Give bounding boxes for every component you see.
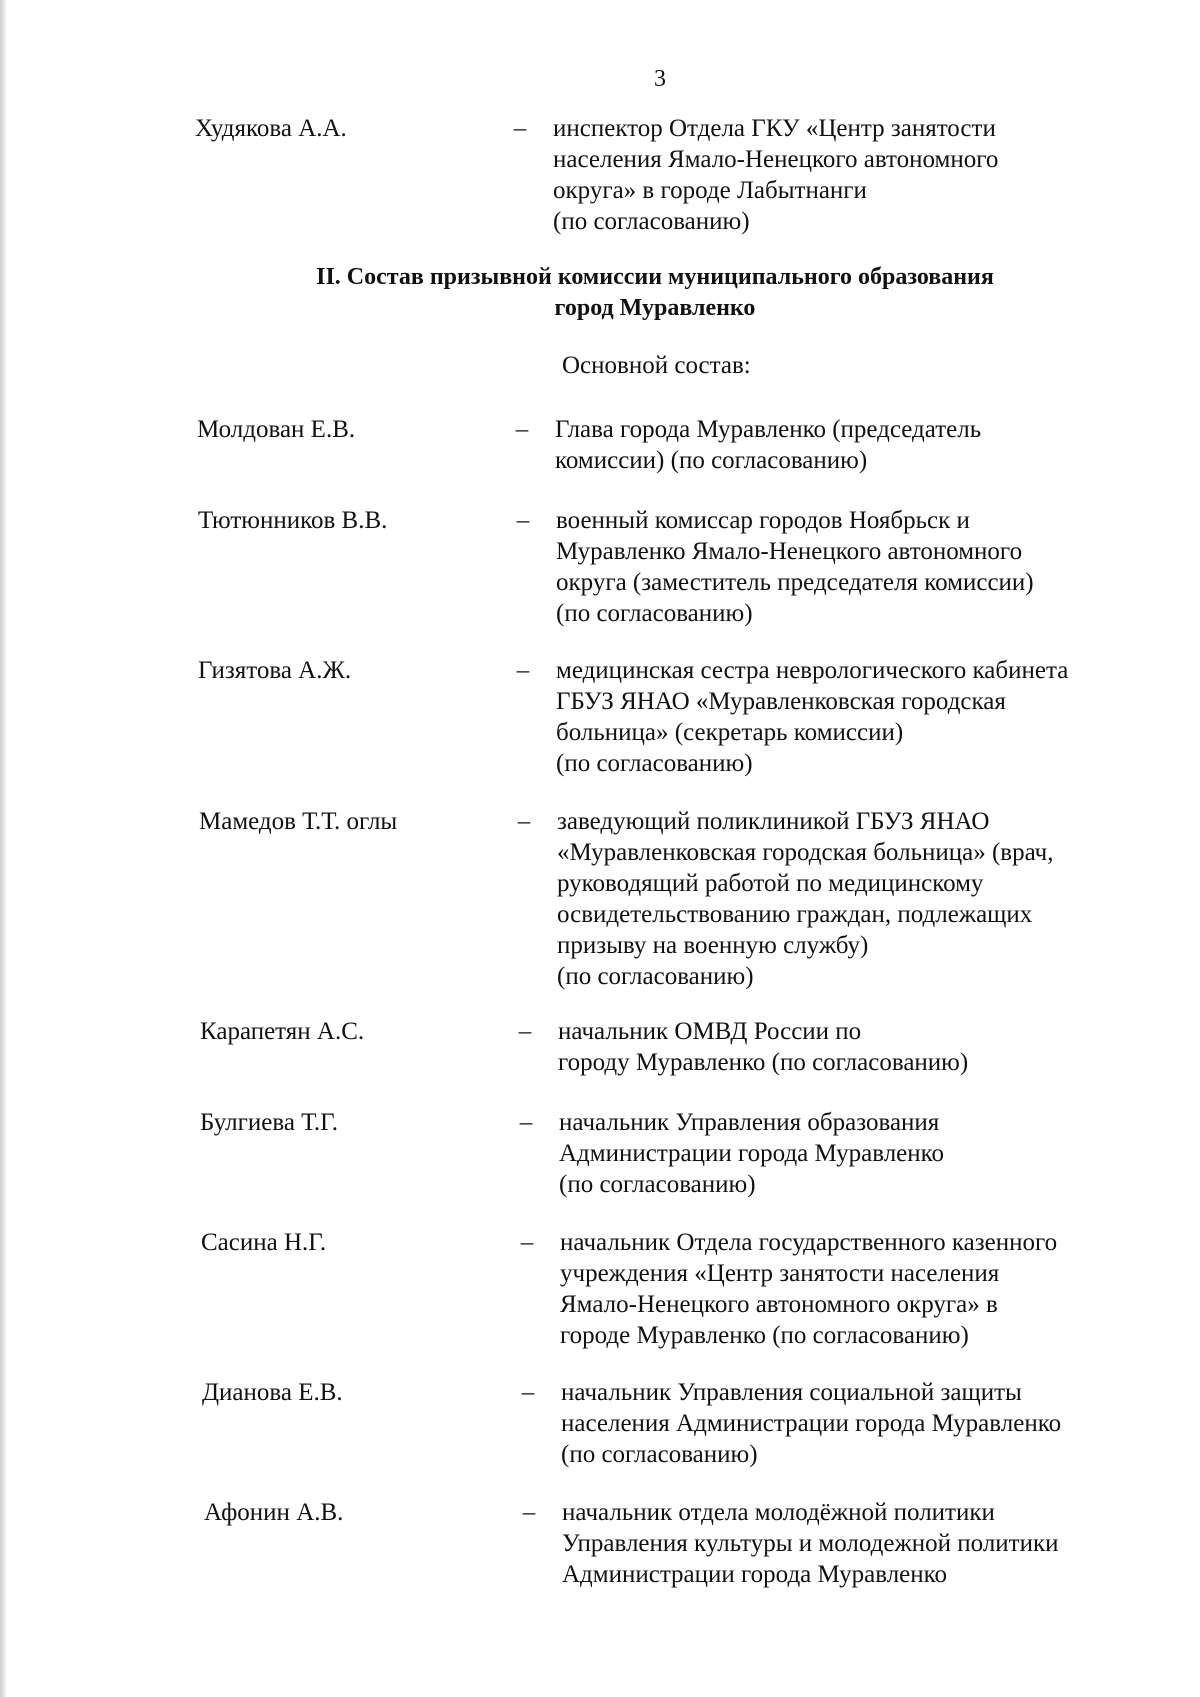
dash-separator: – [516, 657, 530, 684]
member-position: военный комиссар городов Ноябрьск и Муравленко Ямало-Ненецкого автономного округа (заместитель председателя комиссии) (по согласованию) [556, 507, 1034, 627]
dash-separator: – [513, 115, 527, 142]
member-position: начальник Отдела государственного казенного учреждения «Центр занятости населения Ямало-Ненецкого автономного округа» в городе Муравленко (по согласованию) [560, 1229, 1058, 1349]
member-position: начальник Управления социальной защиты населения Администрации города Муравленко (по согласованию) [561, 1379, 1062, 1468]
member-name: Сасина Н.Г. [201, 1229, 327, 1256]
member-position: начальник ОМВД России по городу Муравленко (по согласованию) [558, 1018, 969, 1076]
dash-separator: – [518, 1018, 532, 1045]
dash-separator: – [516, 507, 530, 534]
member-name: Афонин А.В. [204, 1499, 344, 1526]
member-position: заведующий поликлиникой ГБУЗ ЯНАО «Муравленковская городская больница» (врач, руководящий работой по медицинскому освидетельствованию граждан, подлежащих призыву на военную службу) (по согласованию) [557, 808, 1054, 990]
member-name: Дианова Е.В. [202, 1379, 343, 1406]
dash-separator: – [522, 1499, 536, 1526]
dash-separator: – [521, 1379, 535, 1406]
dash-separator: – [515, 416, 529, 443]
member-name: Худякова А.А. [195, 115, 347, 142]
dash-separator: – [517, 808, 531, 835]
section-title: II. Состав призывной комиссии муниципального образования город Муравленко [316, 264, 994, 321]
section-subheading: Основной состав: [562, 352, 751, 379]
member-position: Глава города Муравленко (председатель комиссии) (по согласованию) [555, 416, 982, 474]
member-position: медицинская сестра неврологического кабинета ГБУЗ ЯНАО «Муравленковская городская больница» (секретарь комиссии) (по согласованию) [556, 657, 1069, 777]
member-position: начальник отдела молодёжной политики Управления культуры и молодежной политики Администрации города Муравленко [562, 1499, 1059, 1588]
member-name: Гизятова А.Ж. [198, 657, 352, 684]
scan-edge-shadow [0, 0, 6, 1697]
member-position: инспектор Отдела ГКУ «Центр занятости населения Ямало-Ненецкого автономного округа» в городе Лабытнанги (по согласованию) [553, 115, 999, 235]
page-number: 3 [654, 66, 666, 92]
member-name: Карапетян А.С. [200, 1018, 365, 1045]
member-name: Булгиева Т.Г. [200, 1109, 339, 1136]
member-name: Тютюнников В.В. [198, 507, 388, 534]
member-name: Молдован Е.В. [197, 416, 356, 443]
member-position: начальник Управления образования Администрации города Муравленко (по согласованию) [559, 1109, 945, 1198]
member-name: Мамедов Т.Т. оглы [199, 808, 398, 835]
dash-separator: – [519, 1109, 533, 1136]
dash-separator: – [520, 1229, 534, 1256]
